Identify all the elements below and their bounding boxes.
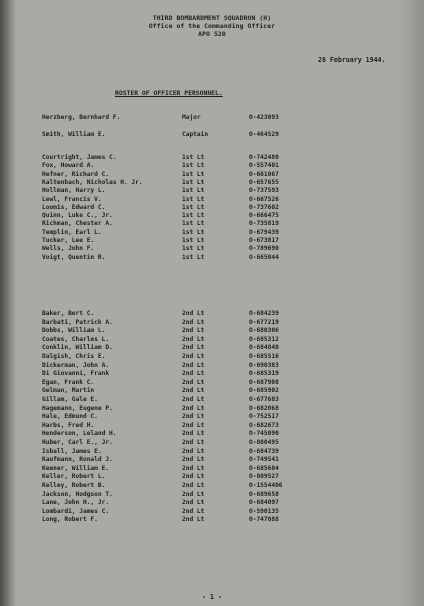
officer-rank: 1st Lt	[182, 237, 205, 244]
officer-name: Conklin, William D.	[42, 344, 113, 352]
officer-rank: 2nd Lt	[182, 413, 205, 421]
office-line: Office of the Commanding Officer	[148, 22, 276, 30]
officer-rank: 2nd Lt	[182, 473, 205, 481]
officer-name: Wells, John F.	[42, 245, 95, 253]
officer-serial: O-742480	[249, 154, 279, 161]
officer-name: Herzberg, Bernhard F.	[42, 114, 121, 121]
table-row	[0, 131, 424, 140]
officer-name: Egan, Frank C.	[42, 378, 95, 386]
officer-serial: O-789690	[249, 245, 279, 253]
officer-name: Loomis, Edward C.	[42, 203, 106, 211]
officer-serial: O-737602	[249, 203, 279, 211]
officer-rank: 2nd Lt	[182, 456, 205, 464]
officer-serial: O-1554406	[249, 482, 283, 489]
officer-rank: 1st Lt	[182, 220, 205, 228]
officer-serial: O-687908	[249, 378, 279, 386]
officer-serial: O-677219	[249, 318, 279, 326]
officer-rank: 2nd Lt	[182, 387, 205, 395]
officer-name: Coates, Charles L.	[42, 335, 110, 343]
officer-rank: 2nd Lt	[182, 353, 205, 360]
officer-serial: O-557401	[249, 162, 279, 170]
officer-name: Fox, Howard A.	[42, 162, 95, 170]
officer-serial: O-667526	[249, 195, 279, 203]
officer-rank: 2nd Lt	[182, 327, 205, 335]
officer-serial: O-684840	[249, 344, 279, 352]
table-row	[0, 114, 424, 123]
officer-name: Jackson, Hodgson T.	[42, 490, 113, 498]
officer-rank: 2nd Lt	[182, 430, 205, 438]
officer-serial: O-464529	[249, 131, 279, 138]
officer-rank: 2nd Lt	[182, 464, 205, 472]
officer-rank: 1st Lt	[182, 154, 205, 161]
officer-rank: 1st Lt	[182, 228, 205, 236]
officer-rank: 2nd Lt	[182, 404, 205, 412]
roster-title: ROSTER OF OFFICER PERSONNEL.	[115, 89, 223, 97]
officer-rank: Captain	[182, 131, 209, 138]
officer-name: Di Giovanni, Frank	[42, 370, 110, 378]
apo-line: APO 520	[198, 30, 226, 38]
officer-name: Baker, Bert C.	[42, 310, 95, 317]
page-number: - 1 -	[202, 593, 222, 601]
officer-serial: O-679439	[249, 228, 279, 236]
officer-name: Kaltenbach, Nicholas H. Jr.	[42, 178, 143, 186]
officer-serial: O-749541	[249, 456, 279, 464]
officer-rank: 1st Lt	[182, 178, 205, 186]
officer-rank: 2nd Lt	[182, 335, 205, 343]
officer-rank: 2nd Lt	[182, 490, 205, 498]
officer-serial: O-752517	[249, 413, 279, 421]
officer-name: Courtright, James C.	[42, 154, 117, 161]
officer-name: Lewl, Francis V.	[42, 195, 102, 203]
officer-name: Barbati, Patrick A.	[42, 318, 113, 326]
officer-serial: O-745090	[249, 430, 279, 438]
table-row	[0, 516, 424, 525]
officer-serial: O-684739	[249, 447, 279, 455]
officer-name: Smith, William E.	[42, 131, 106, 138]
officer-name: Keller, Robert L.	[42, 473, 106, 481]
officer-rank: 1st Lt	[182, 203, 205, 211]
officer-serial: O-682673	[249, 421, 279, 429]
officer-rank: 2nd Lt	[182, 361, 205, 369]
officer-rank: 2nd Lt	[182, 447, 205, 455]
officer-name: Dobbs, William L.	[42, 327, 106, 335]
officer-name: Hale, Edmund C.	[42, 413, 98, 421]
officer-name: Quinn, Luke C., Jr.	[42, 212, 113, 220]
officer-name: Isball, James E.	[42, 447, 102, 455]
officer-serial: O-735819	[249, 220, 279, 228]
officer-rank: 2nd Lt	[182, 507, 205, 515]
officer-serial: O-689658	[249, 490, 279, 498]
officer-rank: Major	[182, 114, 201, 121]
officer-name: Hefner, Richard C.	[42, 170, 110, 178]
officer-serial: O-737593	[249, 187, 279, 195]
officer-serial: O-673817	[249, 237, 279, 244]
officer-name: Hagemann, Eugene P.	[42, 404, 113, 412]
officer-name: Kelley, Robert B.	[42, 482, 106, 489]
officer-rank: 2nd Lt	[182, 439, 205, 446]
officer-serial: O-684239	[249, 310, 279, 317]
officer-name: Henderson, Leland H.	[42, 430, 117, 438]
officer-name: Dickerman, John A.	[42, 361, 110, 369]
officer-name: Voigt, Quentin R.	[42, 253, 106, 261]
officer-serial: O-685604	[249, 464, 279, 472]
officer-rank: 2nd Lt	[182, 482, 205, 489]
officer-serial: O-665044	[249, 253, 279, 261]
officer-name: Dalgish, Chris E.	[42, 353, 106, 360]
officer-serial: O-684097	[249, 499, 279, 507]
officer-name: Kaufmann, Ronald J.	[42, 456, 113, 464]
officer-serial: O-423093	[249, 114, 279, 121]
officer-serial: O-809527	[249, 473, 279, 481]
officer-rank: 1st Lt	[182, 170, 205, 178]
officer-rank: 2nd Lt	[182, 396, 205, 403]
officer-rank: 1st Lt	[182, 245, 205, 253]
document-date: 26 February 1944.	[318, 56, 386, 64]
officer-serial: O-685516	[249, 353, 279, 360]
officer-name: Lane, John H., Jr.	[42, 499, 110, 507]
officer-serial: O-685902	[249, 387, 279, 395]
officer-serial: O-680306	[249, 327, 279, 335]
officer-name: Gillam, Gale E.	[42, 396, 98, 403]
officer-name: Gelman, Martin	[42, 387, 95, 395]
officer-rank: 2nd Lt	[182, 344, 205, 352]
officer-rank: 2nd Lt	[182, 318, 205, 326]
officer-rank: 1st Lt	[182, 253, 205, 261]
officer-rank: 2nd Lt	[182, 421, 205, 429]
officer-rank: 2nd Lt	[182, 499, 205, 507]
officer-name: Hollman, Harry L.	[42, 187, 106, 195]
officer-serial: O-685312	[249, 335, 279, 343]
officer-name: Richman, Chester A.	[42, 220, 113, 228]
officer-serial: O-590135	[249, 507, 279, 515]
officer-name: Harbs, Fred H.	[42, 421, 95, 429]
table-row	[0, 254, 424, 263]
officer-rank: 1st Lt	[182, 195, 205, 203]
officer-serial: O-666475	[249, 212, 279, 220]
officer-serial: O-690383	[249, 361, 279, 369]
officer-name: Long, Robert F.	[42, 516, 98, 524]
officer-rank: 2nd Lt	[182, 378, 205, 386]
officer-serial: O-800495	[249, 439, 279, 446]
officer-serial: O-661067	[249, 170, 279, 178]
officer-serial: O-657655	[249, 178, 279, 186]
officer-rank: 2nd Lt	[182, 516, 205, 524]
officer-name: Keener, William E.	[42, 464, 110, 472]
officer-name: Tucker, Lee E.	[42, 237, 95, 244]
officer-serial: O-682068	[249, 404, 279, 412]
officer-rank: 1st Lt	[182, 187, 205, 195]
officer-rank: 2nd Lt	[182, 310, 205, 317]
officer-rank: 1st Lt	[182, 162, 205, 170]
officer-rank: 1st Lt	[182, 212, 205, 220]
officer-rank: 2nd Lt	[182, 370, 205, 378]
officer-name: Templin, Earl L.	[42, 228, 102, 236]
officer-serial: O-677683	[249, 396, 279, 403]
officer-name: Lombardi, James C.	[42, 507, 110, 515]
officer-serial: O-747088	[249, 516, 279, 524]
officer-serial: O-685319	[249, 370, 279, 378]
unit-name: THIRD BOMBARDMENT SQUADRON (H)	[152, 14, 272, 22]
officer-name: Huber, Carl E., Jr.	[42, 439, 113, 446]
